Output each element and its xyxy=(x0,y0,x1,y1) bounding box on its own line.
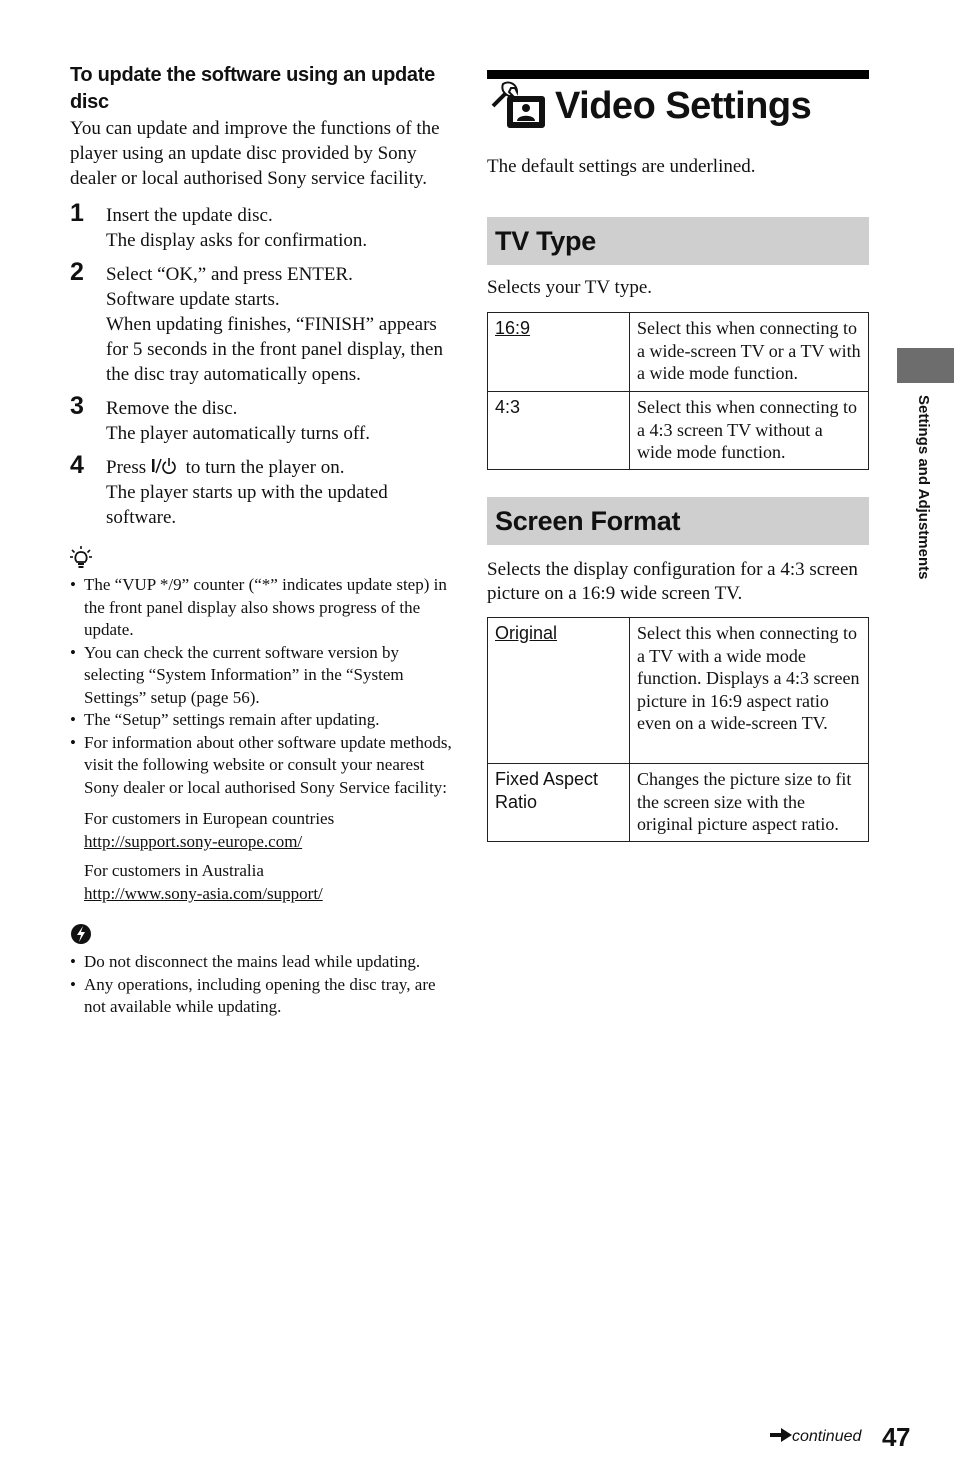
power-icon xyxy=(151,457,181,478)
customer-label: For customers in European countries xyxy=(84,809,335,828)
section-rule xyxy=(487,70,869,79)
list-item: • For information about other software update methods, visit the following website or consult your nearest Sony dealer or local authorised Sony Service facility: xyxy=(70,732,460,800)
arrow-right-icon xyxy=(770,1428,792,1445)
step-line: Software update starts. xyxy=(106,289,280,310)
option-name: Original xyxy=(488,618,630,764)
continued-label: continued xyxy=(770,1428,861,1446)
step-line: Remove the disc. xyxy=(106,398,238,419)
step-line: When updating finishes, “FINISH” appears for 5 seconds in the front panel display, then the disc tray automatically opens. xyxy=(106,314,443,385)
step-1 xyxy=(70,199,460,253)
caution-icon xyxy=(70,923,460,949)
list-item: • Any operations, including opening the disc tray, are not available while updating. xyxy=(70,974,460,1019)
list-item: • The “Setup” settings remain after updating. xyxy=(70,709,460,732)
screen-format-band xyxy=(487,497,869,545)
list-item: • The “VUP */9” counter (“*” indicates update step) in the front panel display also shows progress of the update. xyxy=(70,574,460,642)
tv-type-table xyxy=(487,312,869,470)
support-link-europe[interactable]: http://support.sony-europe.com/ xyxy=(84,832,303,851)
section-heading: Screen Format xyxy=(495,506,681,536)
step-line: The player starts up with the updated software. xyxy=(106,482,388,528)
customer-label: For customers in Australia xyxy=(84,861,264,880)
option-name: 16:9 xyxy=(488,313,630,392)
tv-type-desc: Selects your TV type. xyxy=(487,277,652,298)
step-line: The display asks for confirmation. xyxy=(106,230,368,251)
notes-list xyxy=(70,951,460,1019)
list-item: • You can check the current software version by selecting “System Information” in the “System Settings” setup (page 56). xyxy=(70,642,460,710)
option-desc: Select this when connecting to a 4:3 screen TV without a wide mode function. xyxy=(630,392,869,470)
step-4 xyxy=(70,451,460,530)
step-number: 4 xyxy=(70,451,84,479)
option-desc: Select this when connecting to a TV with a wide mode function. Displays a 4:3 screen picture in 16:9 aspect ratio even on a wide-screen TV. xyxy=(630,618,869,764)
step-line: The player automatically turns off. xyxy=(106,423,370,444)
side-tab xyxy=(897,348,954,383)
option-name: Fixed Aspect Ratio xyxy=(488,764,630,842)
left-column xyxy=(70,62,460,1019)
customer-europe xyxy=(84,807,460,853)
step-2 xyxy=(70,258,460,387)
page-number: 47 xyxy=(882,1422,910,1452)
step-number: 1 xyxy=(70,199,84,227)
step-text: to turn the player on. xyxy=(185,457,345,478)
step-line: Insert the update disc. xyxy=(106,205,273,226)
lightbulb-icon xyxy=(70,546,460,572)
step-number: 2 xyxy=(70,258,84,286)
step-number: 3 xyxy=(70,392,84,420)
step-prefix: Press xyxy=(106,457,151,478)
update-heading: To update the software using an update disc xyxy=(70,64,435,113)
table-row xyxy=(488,764,869,842)
tips-list xyxy=(70,574,460,799)
step-line xyxy=(106,455,460,480)
screen-format-desc: Selects the display configuration for a 4:3 screen picture on a 16:9 wide screen TV. xyxy=(487,559,858,604)
default-note: The default settings are underlined. xyxy=(487,156,756,177)
update-intro: You can update and improve the functions of the player using an update disc provided by Sony dealer or local authorised Sony service facility. xyxy=(70,118,440,189)
page-title: Video Settings xyxy=(555,85,812,127)
screen-format-table xyxy=(487,617,869,842)
option-desc: Select this when connecting to a wide-screen TV or a TV with a wide mode function. xyxy=(630,313,869,392)
option-desc: Changes the picture size to fit the screen size with the original picture aspect ratio. xyxy=(630,764,869,842)
list-item: • Do not disconnect the mains lead while updating. xyxy=(70,951,460,974)
customer-australia xyxy=(84,859,460,905)
step-line: Select “OK,” and press ENTER. xyxy=(106,264,353,285)
support-link-australia[interactable]: http://www.sony-asia.com/support/ xyxy=(84,884,323,903)
table-row xyxy=(488,618,869,764)
option-name: 4:3 xyxy=(488,392,630,470)
section-heading: TV Type xyxy=(495,226,596,256)
table-row xyxy=(488,313,869,392)
wrench-tv-icon xyxy=(489,80,547,130)
tv-type-band xyxy=(487,217,869,265)
table-row xyxy=(488,392,869,470)
side-label: Settings and Adjustments xyxy=(915,395,932,580)
step-3 xyxy=(70,392,460,446)
